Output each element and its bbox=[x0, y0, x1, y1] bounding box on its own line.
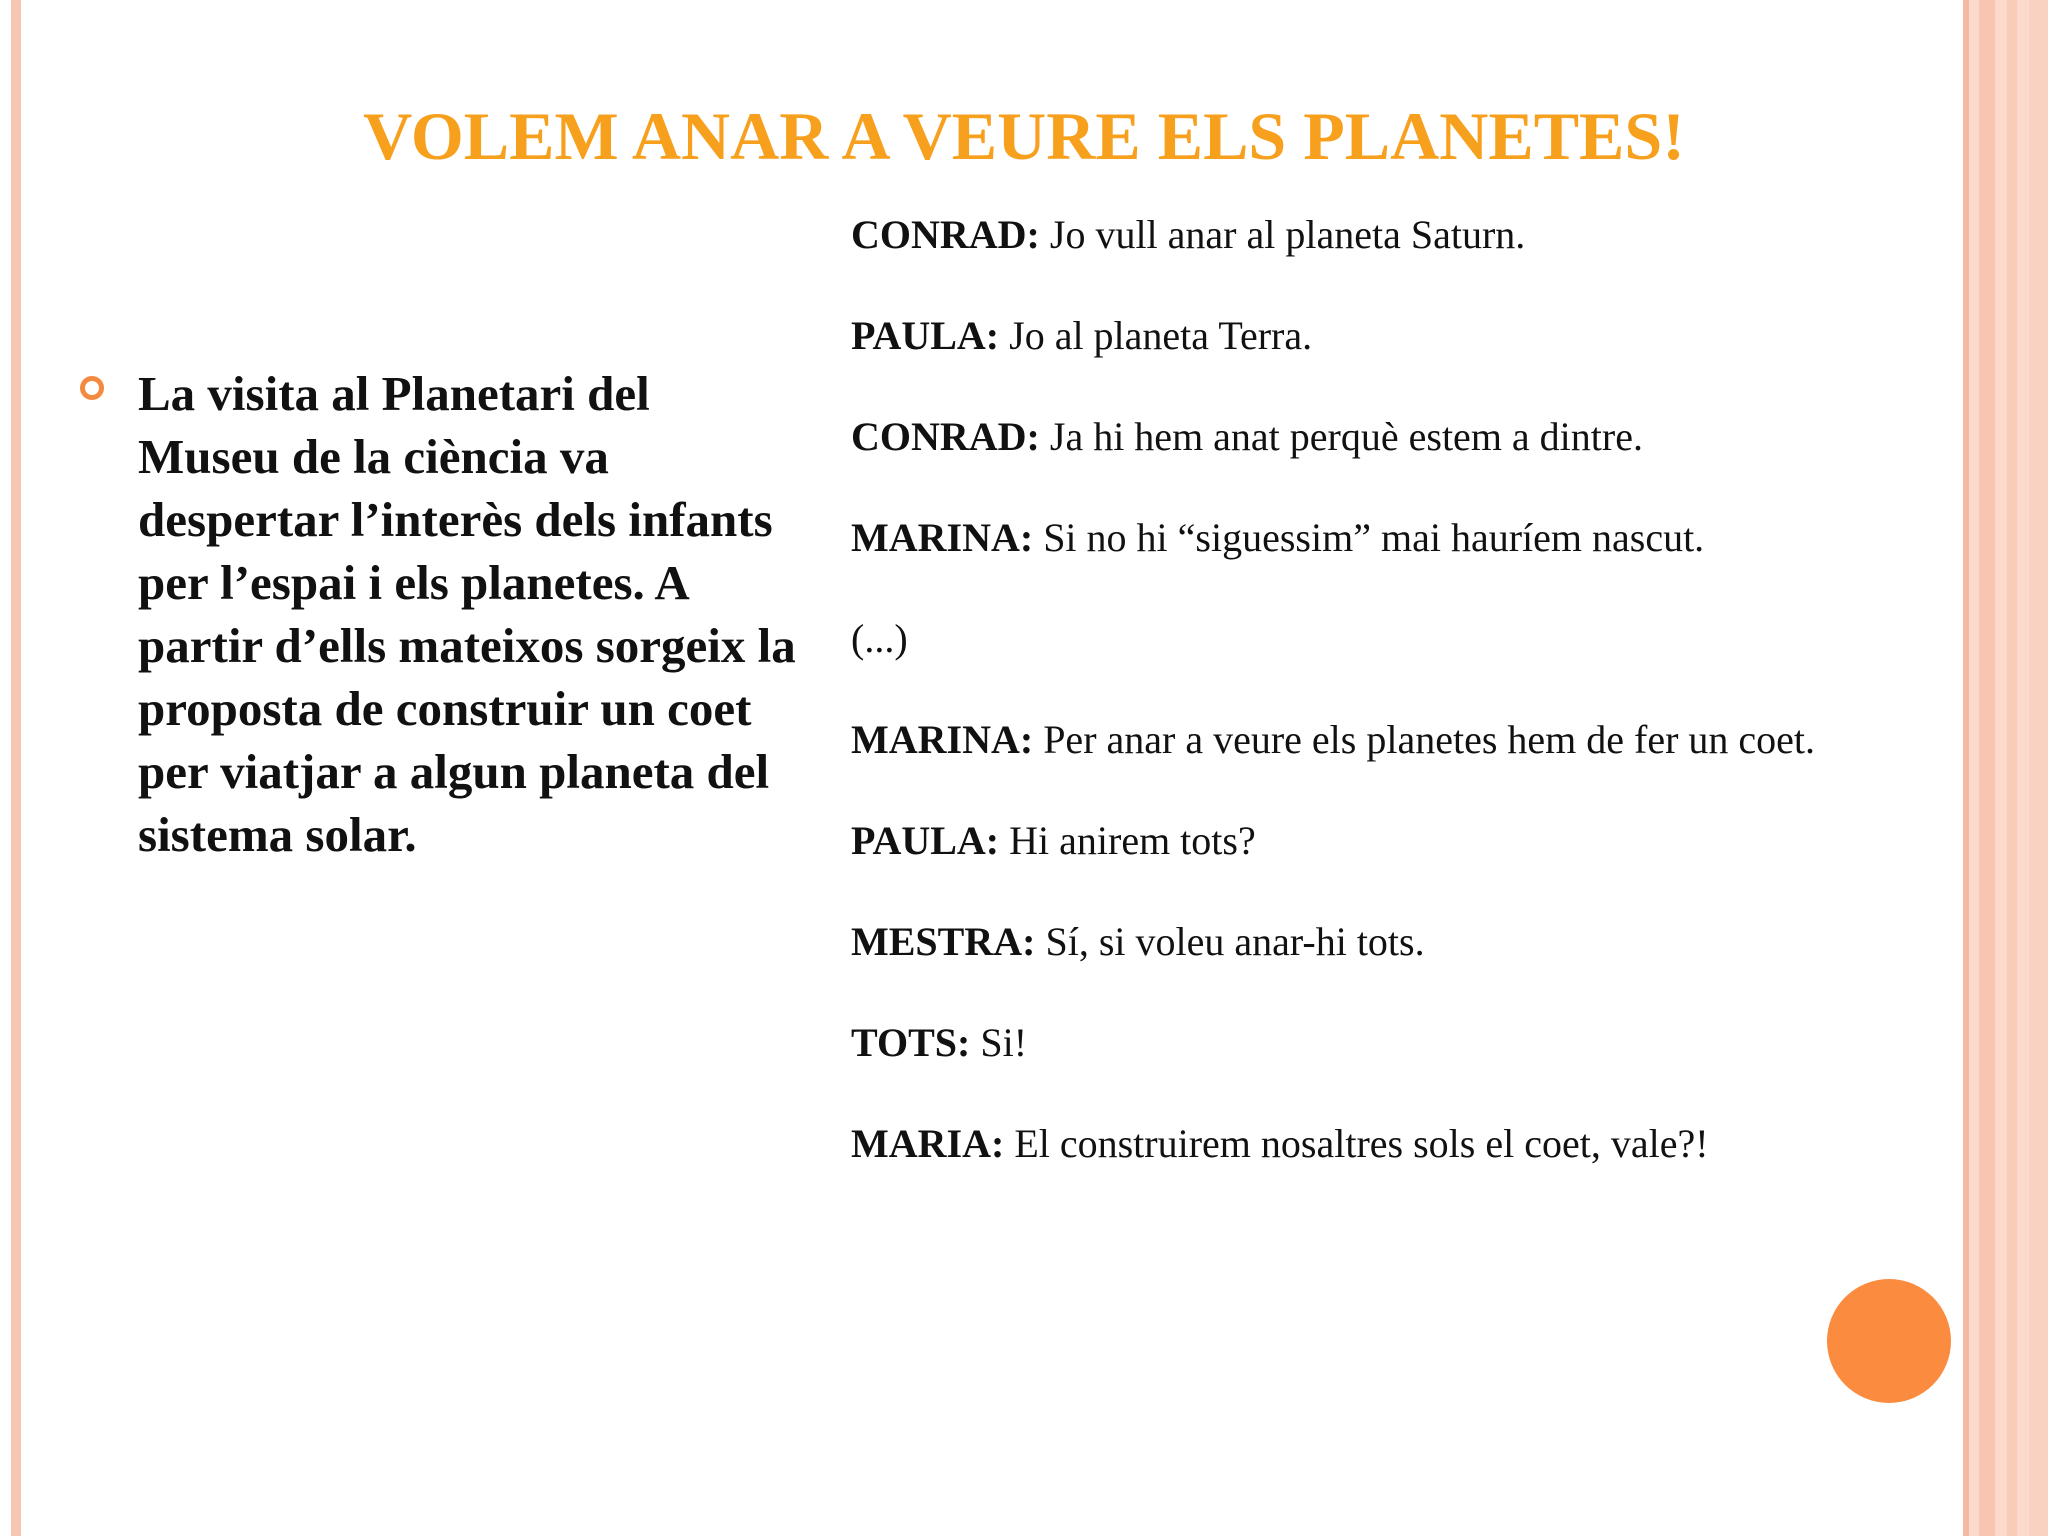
right-border-stripe bbox=[1979, 0, 1995, 1536]
speaker-name: MARINA: bbox=[851, 717, 1034, 762]
right-border-band bbox=[1963, 0, 2048, 1536]
dialogue-line bbox=[851, 1119, 1851, 1169]
right-border-stripe bbox=[2029, 0, 2048, 1536]
dialogue-text: Per anar a veure els planetes hem de fer un coet. bbox=[1033, 717, 1816, 762]
dialogue-text: Ja hi hem anat perquè estem a dintre. bbox=[1039, 414, 1643, 459]
bullet-text: La visita al Planetari del Museu de la ciència va despertar l’interès dels infants per l’espai i els planetes. A partir d’ells mateixos sorgeix la proposta de construir un coet per viatjar a algun planeta del sistema solar. bbox=[138, 366, 796, 862]
dialogue-line bbox=[851, 210, 1851, 260]
dialogue-text: Si! bbox=[970, 1020, 1028, 1065]
speaker-name: MARIA: bbox=[851, 1121, 1005, 1166]
orange-circle-icon bbox=[1827, 1279, 1951, 1403]
speaker-name: MESTRA: bbox=[851, 919, 1036, 964]
dialogue-line bbox=[851, 917, 1851, 967]
left-border-stripe bbox=[11, 0, 21, 1536]
dialogue-line bbox=[851, 816, 1851, 866]
dialogue-line bbox=[851, 412, 1851, 462]
right-border-stripe bbox=[2007, 0, 2017, 1536]
dialogue-line bbox=[851, 311, 1851, 361]
slide-title: VOLEM ANAR A VEURE ELS PLANETES! bbox=[363, 98, 1685, 174]
speaker-name: CONRAD: bbox=[851, 212, 1040, 257]
dialogue-text: El construirem nosaltres sols el coet, vale?! bbox=[1004, 1121, 1709, 1166]
dialogue-text: Hi anirem tots? bbox=[999, 818, 1256, 863]
speaker-name: PAULA: bbox=[851, 818, 1000, 863]
dialogue-text: Sí, si voleu anar-hi tots. bbox=[1035, 919, 1425, 964]
dialogue-line bbox=[851, 1018, 1851, 1068]
dialogue-text: Si no hi “siguessim” mai hauríem nascut. bbox=[1033, 515, 1705, 560]
speaker-name: PAULA: bbox=[851, 313, 1000, 358]
dialogue-text: Jo al planeta Terra. bbox=[999, 313, 1313, 358]
speaker-name: CONRAD: bbox=[851, 414, 1040, 459]
dialogue-line bbox=[851, 513, 1851, 563]
right-border-stripe bbox=[1963, 0, 1969, 1536]
dialogue-line bbox=[851, 715, 1851, 765]
speaker-name: MARINA: bbox=[851, 515, 1034, 560]
dialogue-text: (...) bbox=[851, 616, 908, 661]
speaker-name: TOTS: bbox=[851, 1020, 971, 1065]
dialogue-list bbox=[851, 210, 1851, 1220]
dialogue-text: Jo vull anar al planeta Saturn. bbox=[1039, 212, 1526, 257]
hollow-circle-bullet-icon bbox=[80, 376, 104, 400]
dialogue-line bbox=[851, 614, 1851, 664]
